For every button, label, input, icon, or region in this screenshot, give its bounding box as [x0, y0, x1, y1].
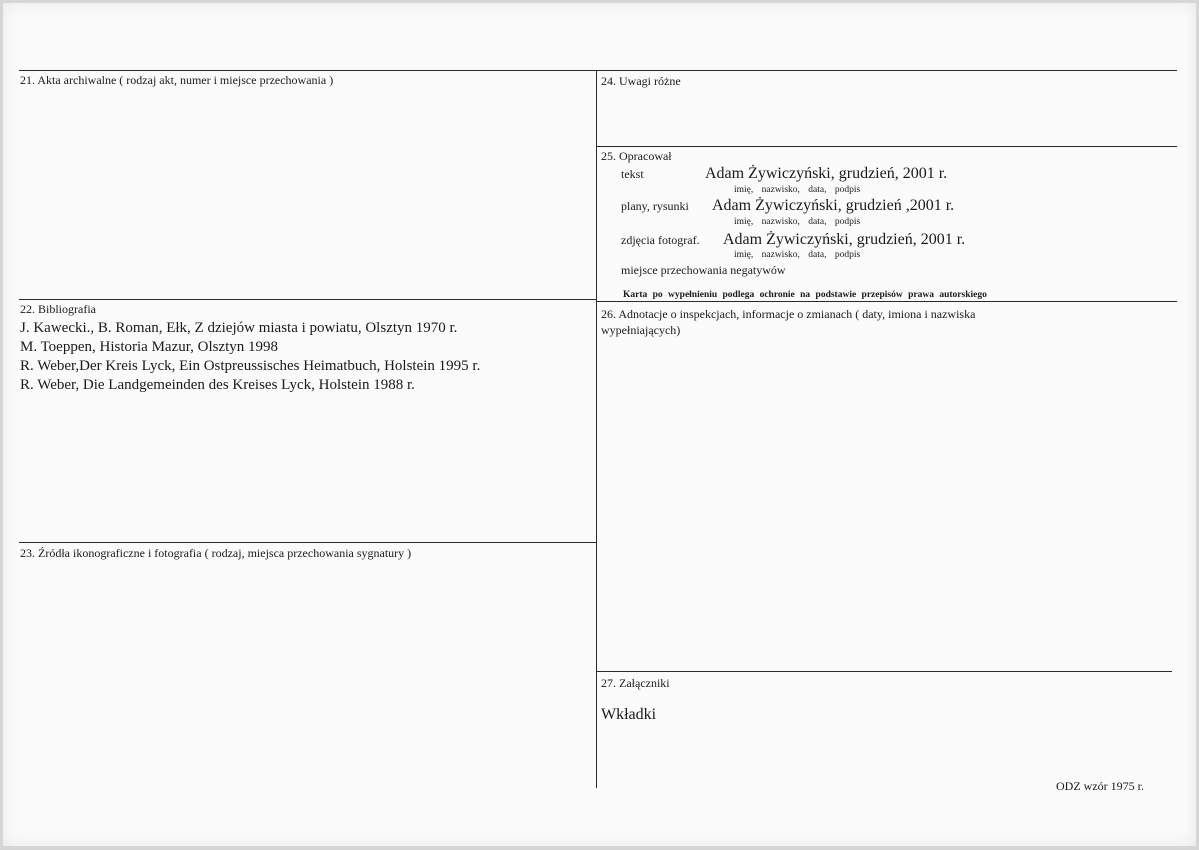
center-divider	[596, 70, 597, 788]
bibliography-entry: R. Weber, Die Landgemeinden des Kreises Lyck, Holstein 1988 r.	[20, 377, 415, 393]
section-26-label-line2: wypełniających)	[601, 323, 681, 337]
rule-21-22	[19, 299, 597, 300]
form-page	[3, 3, 1196, 846]
negatives-location-label: miejsce przechowania negatywów	[621, 263, 786, 277]
drawings-author-label: plany, rysunki	[621, 199, 689, 213]
rule-24-25	[597, 146, 1177, 147]
photos-author-label: zdjęcia fotograf.	[621, 233, 700, 247]
section-27-label: 27. Załączniki	[601, 676, 670, 690]
form-version-note: ODZ wzór 1975 r.	[1056, 779, 1144, 793]
section-21-label: 21. Akta archiwalne ( rodzaj akt, numer i miejsce przechowania )	[20, 73, 334, 87]
photos-author-value: Adam Żywiczyński, grudzień, 2001 r.	[723, 231, 966, 248]
section-23-label: 23. Źródła ikonograficzne i fotografia ( rodzaj, miejsca przechowania sygnatury )	[20, 546, 412, 560]
drawings-author-value: Adam Żywiczyński, grudzień ,2001 r.	[712, 197, 955, 214]
rule-26-27	[597, 671, 1172, 672]
signature-caption: imię, nazwisko, data, podpis	[734, 185, 861, 195]
copyright-note: Karta po wypełnieniu podlega ochronie na podstawie przepisów prawa autorskiego	[623, 290, 987, 300]
section-26-label-line1: 26. Adnotacje o inspekcjach, informacje o zmianach ( daty, imiona i nazwiska	[601, 307, 976, 321]
text-author-label: tekst	[621, 167, 644, 181]
bibliography-entry: J. Kawecki., B. Roman, Ełk, Z dziejów miasta i powiatu, Olsztyn 1970 r.	[20, 320, 458, 336]
bibliography-entry: M. Toeppen, Historia Mazur, Olsztyn 1998	[20, 339, 279, 355]
attachments-value: Wkładki	[601, 706, 657, 723]
section-25-label: 25. Opracował	[601, 149, 672, 163]
section-24-label: 24. Uwagi różne	[601, 74, 681, 88]
rule-22-23	[19, 542, 597, 543]
signature-caption: imię, nazwisko, data, podpis	[734, 250, 861, 260]
signature-caption: imię, nazwisko, data, podpis	[734, 217, 861, 227]
bibliography-entry: R. Weber,Der Kreis Lyck, Ein Ostpreussisches Heimatbuch, Holstein 1995 r.	[20, 358, 481, 374]
top-rule	[19, 70, 1177, 71]
text-author-value: Adam Żywiczyński, grudzień, 2001 r.	[705, 165, 948, 182]
rule-25-26	[597, 301, 1177, 302]
section-22-label: 22. Bibliografia	[20, 302, 96, 316]
